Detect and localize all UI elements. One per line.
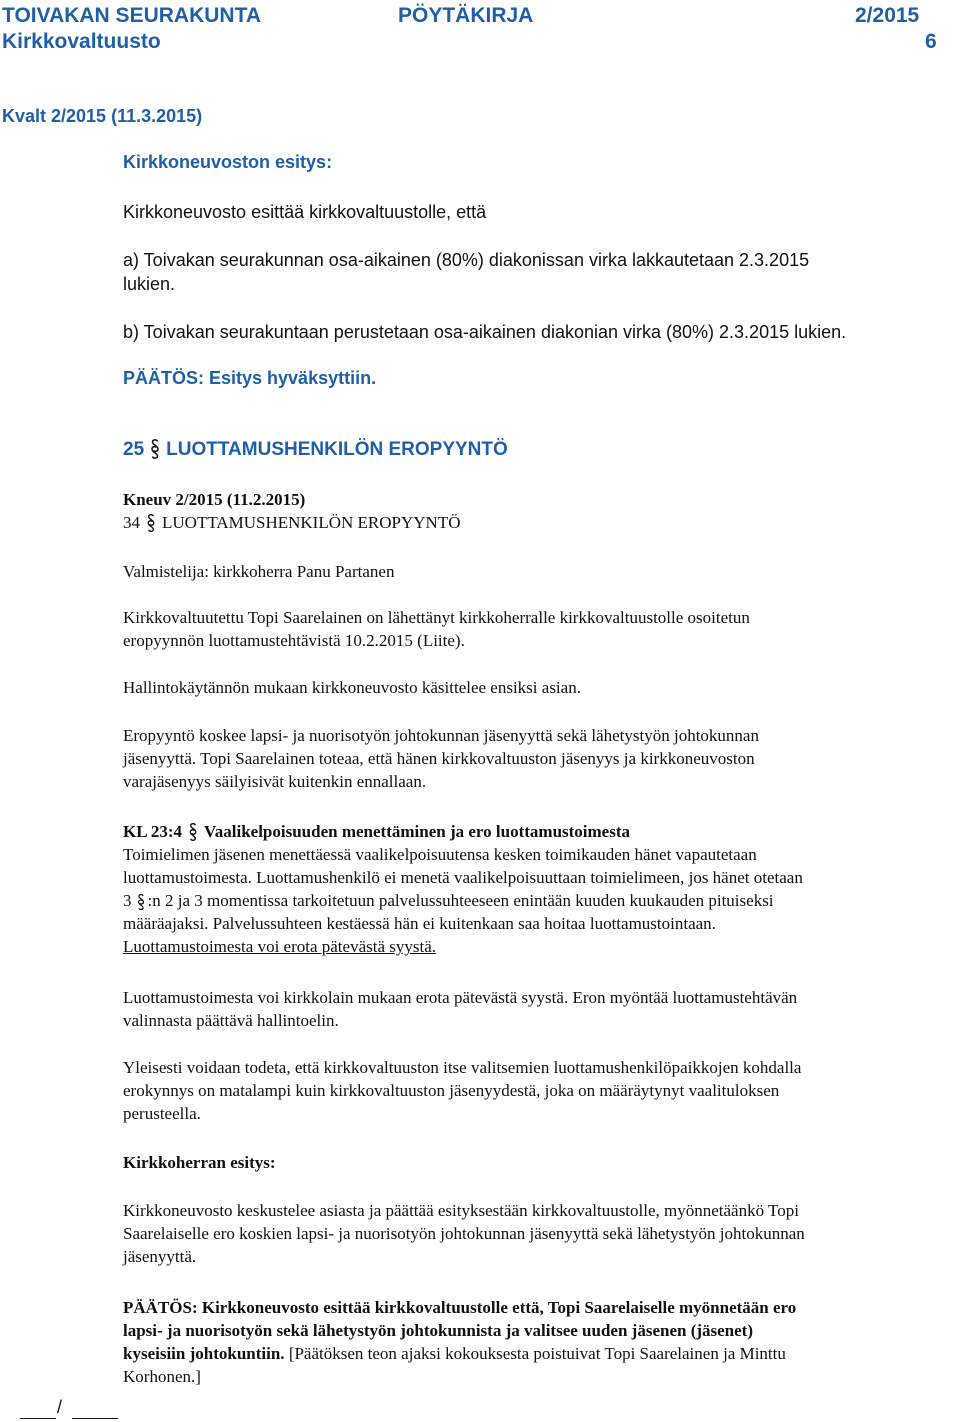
kneuv-number: 34 (123, 513, 140, 532)
text-line: erokynnys on matalampi kuin kirkkovaltuuston jäsenyydestä, joka on määräytynyt vaalituloksen (123, 1081, 780, 1100)
law-reference (123, 820, 958, 843)
text-line: valinnasta päättävä hallintoelin. (123, 1011, 339, 1030)
body-name: Kirkkovaltuusto (2, 30, 161, 53)
paragraph-request (123, 606, 958, 652)
text-line: jäsenyyttä. (123, 1247, 197, 1266)
kvalt-reference: Kvalt 2/2015 (11.3.2015) (2, 106, 203, 126)
vicar-proposal (123, 1199, 958, 1268)
text-fragment: :n 2 ja 3 momentissa tarkoitetuun palvelussuhteeseen enintään kuuden kuukauden pituiseksi (147, 891, 774, 910)
text-fragment: 3 (123, 891, 132, 910)
text-line: jäsenyyttä. Topi Saarelainen toteaa, että hänen kirkkovaltuuston jäsenyys ja kirkkoneuvoston (123, 749, 755, 768)
proposal-decision: PÄÄTÖS: Esitys hyväksyttiin. (123, 368, 377, 388)
text-line (123, 889, 958, 912)
text-line: Eropyyntö koskee lapsi- ja nuorisotyön johtokunnan jäsenyyttä sekä lähetystyön johtokunnan (123, 726, 759, 745)
proposal-heading: Kirkkoneuvoston esitys: (123, 152, 333, 172)
doc-type: PÖYTÄKIRJA (398, 4, 534, 27)
proposal-item-b: b) Toivakan seurakuntaan perustetaan osa-aikainen diakonian virka (80%) 2.3.2015 lukien. (123, 322, 847, 342)
section-sign-icon (150, 438, 160, 460)
kneuv-section-heading (123, 513, 460, 533)
law-number: KL 23:4 (123, 822, 183, 841)
section-sign-icon (188, 822, 198, 842)
text-line: Toimielimen jäsenen menettäessä vaalikelpoisuutensa kesken toimikauden hänet vapautetaan (123, 845, 757, 864)
section-heading (123, 438, 508, 461)
text-line: Luottamustoimesta voi kirkkolain mukaan erota pätevästä syystä. Eron myöntää luottamustehtävän (123, 988, 798, 1007)
law-quote (123, 820, 958, 958)
text-line (123, 1342, 958, 1365)
proposal-item-a-cont: lukien. (123, 274, 176, 294)
paragraph-scope (123, 724, 958, 793)
text-line: lapsi- ja nuorisotyön sekä lähetystyön johtokunnista ja valitsee uuden jäsenen (jäsenet) (123, 1321, 753, 1340)
law-title: Vaalikelpoisuuden menettäminen ja ero luottamustoimesta (204, 822, 631, 841)
vicar-heading: Kirkkoherran esitys: (123, 1153, 276, 1172)
initials-separator: / (57, 1397, 63, 1417)
initials-line-right (72, 1418, 118, 1419)
text-line-underlined: Luottamustoimesta voi erota pätevästä syystä. (123, 937, 437, 956)
text-line: Kirkkoneuvosto keskustelee asiasta ja päättää esityksestään kirkkovaltuustolle, myönnetäänkö Topi (123, 1201, 799, 1220)
kneuv-reference: Kneuv 2/2015 (11.2.2015) (123, 490, 306, 509)
text-line: varajäsenyys säilyisivät kuitenkin ennallaan. (123, 772, 427, 791)
section-sign-icon (146, 513, 156, 533)
section-title: LUOTTAMUSHENKILÖN EROPYYNTÖ (166, 439, 508, 460)
doc-number: 2/2015 (855, 4, 920, 27)
initials-line-left (20, 1418, 56, 1419)
text-line: määräajaksi. Palvelussuhteen kestäessä hän ei kuitenkaan saa hoitaa luottamustointaan. (123, 914, 716, 933)
text-line: eropyynnön luottamustehtävistä 10.2.2015 (Liite). (123, 631, 465, 650)
paragraph-resignation (123, 986, 958, 1032)
proposal-intro: Kirkkoneuvosto esittää kirkkovaltuustolle, että (123, 202, 487, 222)
text-line: perusteella. (123, 1104, 201, 1123)
text-line: Kirkkovaltuutettu Topi Saarelainen on lähettänyt kirkkoherralle kirkkovaltuustolle osoitetun (123, 608, 750, 627)
section-sign-icon (136, 893, 146, 911)
proposal-item-a: a) Toivakan seurakunnan osa-aikainen (80%) diakonissan virka lakkautetaan 2.3.2015 (123, 250, 810, 270)
decision-paragraph (123, 1296, 958, 1388)
preparer: Valmistelija: kirkkoherra Panu Partanen (123, 562, 395, 581)
text-line: luottamustoimesta. Luottamushenkilö ei menetä vaalikelpoisuuttaan toimielimeen, jos hänet otetaan (123, 868, 803, 887)
page-number: 6 (925, 30, 937, 53)
paragraph-general (123, 1056, 958, 1125)
section-number: 25 (123, 439, 145, 460)
text-line: Yleisesti voidaan todeta, että kirkkovaltuuston itse valitsemien luottamushenkilöpaikkojen kohdalla (123, 1058, 802, 1077)
text-fragment: kyseisiin johtokuntiin. (123, 1344, 285, 1363)
text-fragment: [Päätöksen teon ajaksi kokouksesta poistuivat Topi Saarelainen ja Minttu (284, 1344, 786, 1363)
text-line: PÄÄTÖS: Kirkkoneuvosto esittää kirkkovaltuustolle että, Topi Saarelaiselle myönnetään ero (123, 1298, 797, 1317)
org-name: TOIVAKAN SEURAKUNTA (2, 4, 262, 27)
text-line: Saarelaiselle ero koskien lapsi- ja nuorisotyön johtokunnan jäsenyyttä sekä lähetystyön johtokunnan (123, 1224, 805, 1243)
kneuv-title: LUOTTAMUSHENKILÖN EROPYYNTÖ (162, 513, 461, 532)
text-line: Korhonen.] (123, 1367, 201, 1386)
paragraph-procedure: Hallintokäytännön mukaan kirkkoneuvosto käsittelee ensiksi asian. (123, 678, 581, 697)
